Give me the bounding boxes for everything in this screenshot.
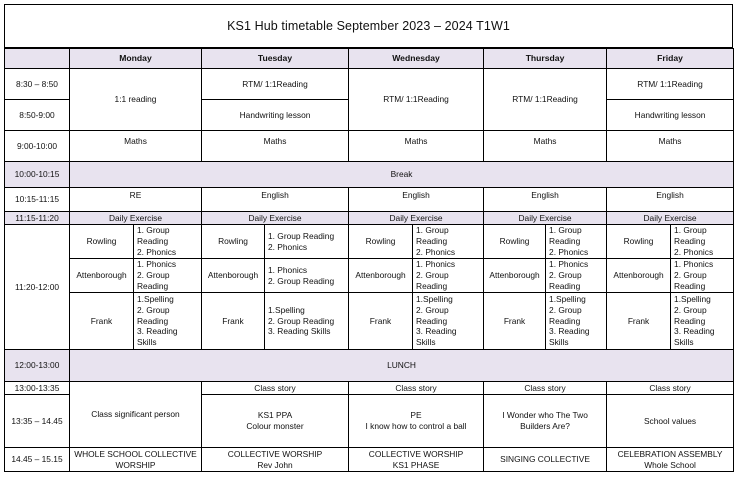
thursday-class-story: Class story <box>484 382 607 395</box>
time-cell: 13:35 – 14.45 <box>5 395 70 448</box>
group-label: Rowling <box>70 225 134 259</box>
group-activities: 1. Phonics 2. Group Reading <box>546 259 607 293</box>
thursday-maths: Maths <box>484 131 607 162</box>
friday-early: RTM/ 1:1Reading <box>607 69 734 100</box>
day-header-friday: Friday <box>607 49 734 69</box>
table-row <box>5 212 734 225</box>
tuesday-afternoon: KS1 PPA Colour monster <box>202 395 349 448</box>
thursday-worship: SINGING COLLECTIVE <box>484 448 607 472</box>
day-header-monday: Monday <box>70 49 202 69</box>
wednesday-exercise: Daily Exercise <box>349 212 484 225</box>
group-label: Attenborough <box>607 259 671 293</box>
friday-worship: CELEBRATION ASSEMBLY Whole School <box>607 448 734 472</box>
group-activities: 1. Group Reading 2. Phonics <box>546 225 607 259</box>
tuesday-class-story: Class story <box>202 382 349 395</box>
wednesday-class-story: Class story <box>349 382 484 395</box>
group-activities: 1. Group Reading 2. Phonics <box>134 225 202 259</box>
group-activities: 1. Group Reading 2. Phonics <box>413 225 484 259</box>
time-cell: 12:00-13:00 <box>5 350 70 382</box>
group-activities: 1.Spelling 2. Group Reading 3. Reading Skills <box>546 293 607 350</box>
group-label: Rowling <box>202 225 265 259</box>
time-cell: 8:30 – 8:50 <box>5 69 70 100</box>
wednesday-maths: Maths <box>349 131 484 162</box>
monday-afternoon: Class significant person <box>70 382 202 448</box>
thursday-exercise: Daily Exercise <box>484 212 607 225</box>
wednesday-worship: COLLECTIVE WORSHIP KS1 PHASE <box>349 448 484 472</box>
time-cell: 14.45 – 15.15 <box>5 448 70 472</box>
time-cell: 8:50-9:00 <box>5 100 70 131</box>
friday-afternoon: School values <box>607 395 734 448</box>
wednesday-english: English <box>349 188 484 212</box>
group-label: Rowling <box>607 225 671 259</box>
monday-worship: WHOLE SCHOOL COLLECTIVE WORSHIP <box>70 448 202 472</box>
group-label: Rowling <box>349 225 413 259</box>
group-label: Frank <box>484 293 546 350</box>
table-row <box>5 293 734 350</box>
timetable-grid <box>4 48 734 472</box>
group-activities: 1.Spelling 2. Group Reading 3. Reading Skills <box>671 293 734 350</box>
tuesday-maths: Maths <box>202 131 349 162</box>
group-label: Attenborough <box>349 259 413 293</box>
group-activities: 1. Phonics 2. Group Reading <box>671 259 734 293</box>
group-label: Rowling <box>484 225 546 259</box>
tuesday-handwriting: Handwriting lesson <box>202 100 349 131</box>
group-activities: 1. Phonics 2. Group Reading <box>265 259 349 293</box>
table-row <box>5 131 734 162</box>
group-activities: 1.Spelling 2. Group Reading 3. Reading Skills <box>413 293 484 350</box>
table-row <box>5 225 734 259</box>
break-cell: Break <box>70 162 734 188</box>
table-row <box>5 350 734 382</box>
table-row <box>5 382 734 395</box>
page-title: KS1 Hub timetable September 2023 – 2024 T1W1 <box>4 4 733 48</box>
time-cell: 11:20-12:00 <box>5 225 70 350</box>
group-activities: 1.Spelling 2. Group Reading 3. Reading Skills <box>134 293 202 350</box>
tuesday-exercise: Daily Exercise <box>202 212 349 225</box>
monday-maths: Maths <box>70 131 202 162</box>
friday-english: English <box>607 188 734 212</box>
thursday-afternoon: I Wonder who The Two Builders Are? <box>484 395 607 448</box>
time-cell: 9:00-10:00 <box>5 131 70 162</box>
table-row <box>5 448 734 472</box>
group-label: Frank <box>349 293 413 350</box>
friday-exercise: Daily Exercise <box>607 212 734 225</box>
group-label: Attenborough <box>70 259 134 293</box>
day-header-thursday: Thursday <box>484 49 607 69</box>
group-label: Frank <box>607 293 671 350</box>
group-label: Frank <box>70 293 134 350</box>
tuesday-worship: COLLECTIVE WORSHIP Rev John <box>202 448 349 472</box>
thursday-english: English <box>484 188 607 212</box>
lunch-cell: LUNCH <box>70 350 734 382</box>
group-label: Frank <box>202 293 265 350</box>
group-activities: 1. Group Reading 2. Phonics <box>265 225 349 259</box>
time-cell: 10:15-11:15 <box>5 188 70 212</box>
time-cell: 13:00-13:35 <box>5 382 70 395</box>
group-activities: 1. Phonics 2. Group Reading <box>413 259 484 293</box>
tuesday-english: English <box>202 188 349 212</box>
time-cell: 11:15-11:20 <box>5 212 70 225</box>
day-header-wednesday: Wednesday <box>349 49 484 69</box>
monday-re: RE <box>70 188 202 212</box>
group-label: Attenborough <box>202 259 265 293</box>
header-row <box>5 49 734 69</box>
table-row <box>5 259 734 293</box>
thursday-early: RTM/ 1:1Reading <box>484 69 607 131</box>
table-row <box>5 69 734 100</box>
group-activities: 1.Spelling 2. Group Reading 3. Reading Skills <box>265 293 349 350</box>
table-row <box>5 162 734 188</box>
monday-early: 1:1 reading <box>70 69 202 131</box>
monday-exercise: Daily Exercise <box>70 212 202 225</box>
table-row <box>5 188 734 212</box>
friday-maths: Maths <box>607 131 734 162</box>
group-activities: 1. Group Reading 2. Phonics <box>671 225 734 259</box>
friday-class-story: Class story <box>607 382 734 395</box>
day-header-tuesday: Tuesday <box>202 49 349 69</box>
time-cell: 10:00-10:15 <box>5 162 70 188</box>
wednesday-early: RTM/ 1:1Reading <box>349 69 484 131</box>
friday-handwriting: Handwriting lesson <box>607 100 734 131</box>
time-header <box>5 49 70 69</box>
tuesday-early: RTM/ 1:1Reading <box>202 69 349 100</box>
group-activities: 1. Phonics 2. Group Reading <box>134 259 202 293</box>
wednesday-afternoon: PE I know how to control a ball <box>349 395 484 448</box>
group-label: Attenborough <box>484 259 546 293</box>
